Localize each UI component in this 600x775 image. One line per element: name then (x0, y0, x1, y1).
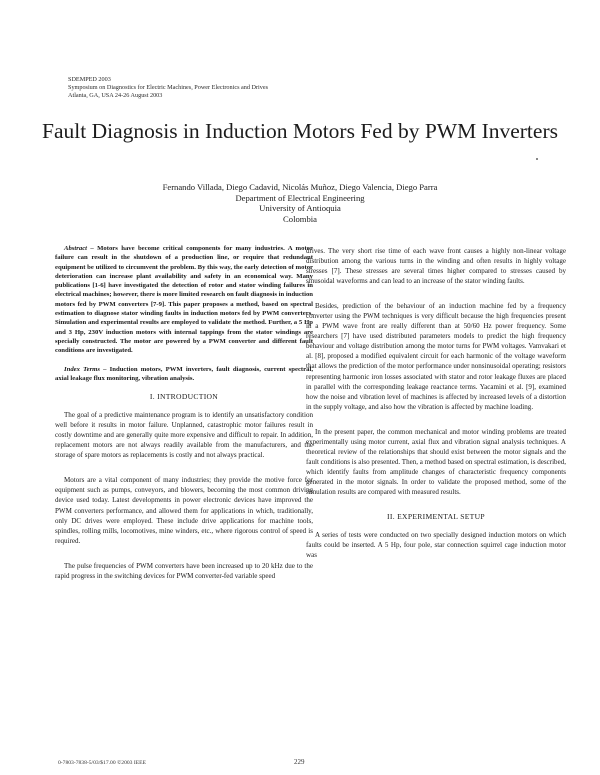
header-line: Symposium on Diagnostics for Electric Machines, Power Electronics and Drives (68, 84, 269, 92)
abstract (55, 244, 313, 356)
index-terms-lead: Index Terms (64, 365, 100, 373)
index-terms (55, 365, 313, 384)
author-country: Colombia (283, 213, 317, 224)
author-names: Fernando Villada, Diego Cadavid, Nicolás Muñoz, Diego Valencia, Diego Parra (162, 182, 438, 192)
body-paragraph: A series of tests were conducted on two specially designed induction motors on which faults could be inserted. A 5 Hp, four pole, star connection squirrel cage induction motor was (306, 531, 566, 560)
body-paragraph: Besides, prediction of the behaviour of an induction machine fed by a frequency converter using the PWM techniques is very difficult because the high frequencies present in a PWM wave front are really different than at 50/60 Hz power frequency. Some researchers [7] have used distributed parameters models to predict the high frequency behaviour and voltage distribution among the motor turns for PWM voltages. Vamvakari et al. [8], proposed a modified equivalent circuit for each harmonic of the voltage waveform that allows the prediction of the motor performance under nonsinusoidal operating; resistors representing harmonic iron losses associated with stator and rotor leakage fluxes are placed in parallel with the corresponding leakage reactance terms. Yacamini et al. [9], examined how the noise and vibration level of machines is affected by increased levels of a distortion in the supply voltage, and also how the vibration is affected by machine loading. (306, 302, 566, 411)
body-paragraph: drives. The very short rise time of each wave front causes a highly non-linear voltage distribution among the various turns in the winding and often results in highly voltage stresses [7]. These stresses are several times higher compared to stresses caused by sinusoidal waveforms and can lead to an increase of the stator winding faults. (306, 247, 566, 286)
body-paragraph: Motors are a vital component of many industries; they provide the motive force for equipment such as pumps, conveyors, and blowers, becoming the most common driving device used today. Latest developments in power electronic devices have improved the PWM converters performance, and allowed them for applications in which, traditionally, only DC drives were employed. These include drive applications for machine tools, spindles, rolling mills, locomotives, mine winders, etc., where rigorous control of speed is required. (55, 476, 313, 545)
copyright-footer: 0-7803-7838-5/03/$17.00 ©2003 IEEE (58, 760, 146, 766)
header-line: Atlanta, GA, USA 24-26 August 2003 (68, 92, 163, 100)
author-department: Department of Electrical Engineering (235, 192, 365, 203)
body-paragraph: In the present paper, the common mechanical and motor winding problems are treated experimentally using motor current, axial flux and vibration signal analysis techniques. A theoretical review of the relationships that should exist between the motor signals and the fault conditions is also presented. Then, a method based on spectral estimation, is described, which identify faults from amplitude changes of characteristic frequency components generated in the motor signals. In order to validate the proposed method, some of the simulation results are compared with measured results. (306, 427, 566, 496)
abstract-text: – Motors have become critical components for many industries. A motor failure can result in the shutdown of a production line, or require that redundant equipment be utilized to circumvent the problem. By this way, the early detection of motor deterioration can increase plant availability and safety in an economical way. Many publications [1-6] have investigated the detection of rotor and stator winding failures in electrical machines; however, there is more limited research on fault diagnosis in induction motors fed by PWM converters [7-9]. This paper proposes a method, based on spectral estimation to diagnose stator winding faults in induction motors fed by PWM converters. Simulation and experimental results are employed to validate the method. Further, a 5 Hp and 3 Hp, 230V induction motors with internal tappings from the stator windings are specially constructed. The motor are powered by a PWM converter and different fault conditions are investigated. (55, 245, 314, 355)
author-block (60, 182, 540, 224)
paper-title: Fault Diagnosis in Induction Motors Fed by PWM Inverters (42, 119, 558, 143)
abstract-lead: Abstract (64, 245, 88, 252)
conference-header (68, 76, 368, 101)
scan-mark (536, 158, 538, 160)
left-column (55, 244, 313, 596)
section-heading-introduction: I. INTRODUCTION (149, 392, 219, 402)
header-line: SDEMPED 2003 (68, 76, 111, 83)
section-heading-experimental-setup: II. EXPERIMENTAL SETUP (387, 512, 485, 522)
body-paragraph: The pulse frequencies of PWM converters have been increased up to 20 kHz due to the rapid progress in the switching devices for PWM converter-fed variable speed (55, 561, 313, 580)
page-number: 229 (294, 758, 305, 766)
author-university: University of Antioquia (259, 203, 341, 214)
index-terms-text: – Induction motors, PWM inverters, fault diagnosis, current spectral, axial leakage flux monitoring, vibration analysis. (55, 365, 314, 382)
right-column (306, 246, 566, 575)
body-paragraph: The goal of a predictive maintenance program is to identify an unsatisfactory condition well before it results in motor failure. Unplanned, catastrophic motor failures result in costly downtime and are generally quite more expensive and difficult to repair. In addition, replacement motors are not always readily available from the manufacturers, and the storage of spare motors as replacements is costly and not always practical. (55, 411, 313, 460)
